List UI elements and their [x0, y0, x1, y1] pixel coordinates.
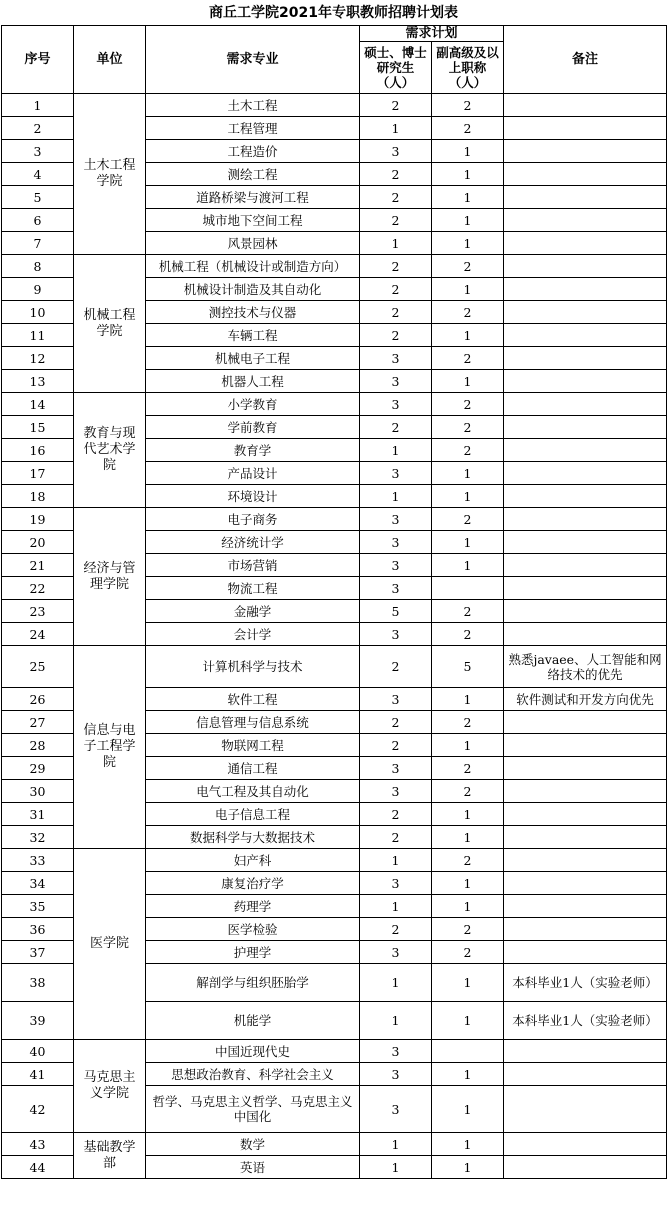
cell-phd-count: 3 — [360, 872, 432, 895]
cell-senior-count: 2 — [432, 301, 504, 324]
cell-major: 英语 — [146, 1156, 360, 1179]
cell-note — [504, 711, 667, 734]
cell-senior-count: 1 — [432, 485, 504, 508]
header-senior: 副高级及以上职称（人） — [432, 42, 504, 94]
cell-phd-count: 5 — [360, 600, 432, 623]
cell-note: 软件测试和开发方向优先 — [504, 688, 667, 711]
cell-unit: 基础教学部 — [74, 1133, 146, 1179]
cell-phd-count: 3 — [360, 577, 432, 600]
cell-seq: 33 — [2, 849, 74, 872]
cell-major: 机械电子工程 — [146, 347, 360, 370]
cell-seq: 36 — [2, 918, 74, 941]
cell-note — [504, 941, 667, 964]
cell-senior-count: 2 — [432, 393, 504, 416]
cell-major: 市场营销 — [146, 554, 360, 577]
cell-major: 康复治疗学 — [146, 872, 360, 895]
cell-note — [504, 324, 667, 347]
cell-note — [504, 186, 667, 209]
cell-senior-count: 1 — [432, 370, 504, 393]
cell-note — [504, 600, 667, 623]
cell-major: 电子商务 — [146, 508, 360, 531]
cell-major: 经济统计学 — [146, 531, 360, 554]
cell-note: 本科毕业1人（实验老师） — [504, 1002, 667, 1040]
recruitment-table — [1, 25, 667, 1179]
cell-major: 机能学 — [146, 1002, 360, 1040]
cell-senior-count: 1 — [432, 803, 504, 826]
cell-phd-count: 1 — [360, 232, 432, 255]
cell-senior-count: 1 — [432, 872, 504, 895]
cell-note — [504, 1086, 667, 1133]
cell-phd-count: 2 — [360, 324, 432, 347]
cell-phd-count: 2 — [360, 163, 432, 186]
cell-note — [504, 895, 667, 918]
cell-major: 物流工程 — [146, 577, 360, 600]
cell-note — [504, 485, 667, 508]
cell-phd-count: 3 — [360, 393, 432, 416]
cell-seq: 42 — [2, 1086, 74, 1133]
table-row — [2, 94, 667, 117]
cell-senior-count: 1 — [432, 140, 504, 163]
cell-phd-count: 1 — [360, 895, 432, 918]
cell-senior-count: 2 — [432, 255, 504, 278]
cell-phd-count: 3 — [360, 347, 432, 370]
cell-senior-count: 1 — [432, 964, 504, 1002]
cell-major: 机械设计制造及其自动化 — [146, 278, 360, 301]
cell-note — [504, 301, 667, 324]
cell-seq: 11 — [2, 324, 74, 347]
cell-note — [504, 140, 667, 163]
cell-phd-count: 2 — [360, 301, 432, 324]
cell-phd-count: 2 — [360, 918, 432, 941]
cell-senior-count: 1 — [432, 734, 504, 757]
cell-seq: 15 — [2, 416, 74, 439]
cell-major: 中国近现代史 — [146, 1040, 360, 1063]
cell-senior-count: 1 — [432, 462, 504, 485]
cell-senior-count: 1 — [432, 1156, 504, 1179]
cell-seq: 35 — [2, 895, 74, 918]
cell-senior-count: 2 — [432, 600, 504, 623]
cell-major: 金融学 — [146, 600, 360, 623]
cell-seq: 26 — [2, 688, 74, 711]
cell-senior-count: 2 — [432, 849, 504, 872]
cell-major: 学前教育 — [146, 416, 360, 439]
cell-senior-count: 1 — [432, 1002, 504, 1040]
cell-unit: 信息与电子工程学院 — [74, 646, 146, 849]
cell-seq: 19 — [2, 508, 74, 531]
cell-major: 物联网工程 — [146, 734, 360, 757]
cell-phd-count: 1 — [360, 1002, 432, 1040]
cell-major: 数据科学与大数据技术 — [146, 826, 360, 849]
cell-note — [504, 554, 667, 577]
cell-note — [504, 462, 667, 485]
cell-note — [504, 780, 667, 803]
cell-seq: 4 — [2, 163, 74, 186]
cell-seq: 17 — [2, 462, 74, 485]
cell-seq: 18 — [2, 485, 74, 508]
cell-major: 风景园林 — [146, 232, 360, 255]
cell-note — [504, 508, 667, 531]
cell-phd-count: 2 — [360, 734, 432, 757]
cell-senior-count: 1 — [432, 895, 504, 918]
cell-senior-count: 2 — [432, 94, 504, 117]
table-row — [2, 1040, 667, 1063]
cell-seq: 29 — [2, 757, 74, 780]
cell-seq: 2 — [2, 117, 74, 140]
cell-note — [504, 163, 667, 186]
cell-senior-count — [432, 577, 504, 600]
cell-seq: 20 — [2, 531, 74, 554]
cell-seq: 27 — [2, 711, 74, 734]
cell-major: 思想政治教育、科学社会主义 — [146, 1063, 360, 1086]
cell-senior-count: 2 — [432, 439, 504, 462]
cell-seq: 32 — [2, 826, 74, 849]
table-row — [2, 508, 667, 531]
cell-major: 哲学、马克思主义哲学、马克思主义中国化 — [146, 1086, 360, 1133]
cell-phd-count: 3 — [360, 554, 432, 577]
cell-major: 机械工程（机械设计或制造方向） — [146, 255, 360, 278]
header-seq: 序号 — [2, 26, 74, 94]
cell-seq: 38 — [2, 964, 74, 1002]
cell-seq: 7 — [2, 232, 74, 255]
cell-seq: 23 — [2, 600, 74, 623]
cell-phd-count: 3 — [360, 780, 432, 803]
cell-phd-count: 3 — [360, 508, 432, 531]
table-row — [2, 646, 667, 688]
cell-note — [504, 117, 667, 140]
cell-major: 电子信息工程 — [146, 803, 360, 826]
cell-phd-count: 3 — [360, 1040, 432, 1063]
cell-major: 城市地下空间工程 — [146, 209, 360, 232]
cell-note — [504, 278, 667, 301]
cell-unit: 机械工程学院 — [74, 255, 146, 393]
cell-note — [504, 1156, 667, 1179]
cell-phd-count: 2 — [360, 646, 432, 688]
cell-note — [504, 803, 667, 826]
cell-major: 信息管理与信息系统 — [146, 711, 360, 734]
cell-senior-count: 2 — [432, 757, 504, 780]
cell-major: 环境设计 — [146, 485, 360, 508]
cell-seq: 13 — [2, 370, 74, 393]
cell-major: 工程造价 — [146, 140, 360, 163]
cell-unit: 医学院 — [74, 849, 146, 1040]
cell-major: 测控技术与仪器 — [146, 301, 360, 324]
cell-phd-count: 2 — [360, 826, 432, 849]
cell-senior-count: 2 — [432, 918, 504, 941]
cell-senior-count: 1 — [432, 278, 504, 301]
cell-major: 土木工程 — [146, 94, 360, 117]
cell-major: 产品设计 — [146, 462, 360, 485]
cell-senior-count — [432, 1040, 504, 1063]
table-row — [2, 393, 667, 416]
cell-seq: 9 — [2, 278, 74, 301]
cell-phd-count: 3 — [360, 941, 432, 964]
cell-major: 药理学 — [146, 895, 360, 918]
cell-phd-count: 3 — [360, 370, 432, 393]
cell-senior-count: 2 — [432, 117, 504, 140]
cell-phd-count: 1 — [360, 117, 432, 140]
cell-seq: 43 — [2, 1133, 74, 1156]
cell-senior-count: 1 — [432, 186, 504, 209]
cell-phd-count: 2 — [360, 209, 432, 232]
cell-seq: 1 — [2, 94, 74, 117]
cell-unit: 经济与管理学院 — [74, 508, 146, 646]
cell-senior-count: 2 — [432, 347, 504, 370]
cell-phd-count: 3 — [360, 531, 432, 554]
cell-note — [504, 872, 667, 895]
cell-seq: 37 — [2, 941, 74, 964]
cell-seq: 39 — [2, 1002, 74, 1040]
cell-senior-count: 1 — [432, 554, 504, 577]
cell-phd-count: 2 — [360, 186, 432, 209]
cell-senior-count: 1 — [432, 688, 504, 711]
cell-note — [504, 439, 667, 462]
header-unit: 单位 — [74, 26, 146, 94]
cell-seq: 40 — [2, 1040, 74, 1063]
table-header — [2, 26, 667, 94]
cell-major: 妇产科 — [146, 849, 360, 872]
cell-note — [504, 577, 667, 600]
cell-major: 道路桥梁与渡河工程 — [146, 186, 360, 209]
cell-major: 解剖学与组织胚胎学 — [146, 964, 360, 1002]
cell-phd-count: 3 — [360, 462, 432, 485]
cell-seq: 30 — [2, 780, 74, 803]
cell-senior-count: 2 — [432, 780, 504, 803]
header-phd: 硕士、博士研究生（人） — [360, 42, 432, 94]
cell-phd-count: 1 — [360, 485, 432, 508]
cell-seq: 31 — [2, 803, 74, 826]
cell-note — [504, 232, 667, 255]
cell-seq: 8 — [2, 255, 74, 278]
cell-phd-count: 1 — [360, 964, 432, 1002]
table-row — [2, 1133, 667, 1156]
header-major: 需求专业 — [146, 26, 360, 94]
cell-note — [504, 255, 667, 278]
cell-note — [504, 94, 667, 117]
cell-phd-count: 3 — [360, 140, 432, 163]
cell-seq: 25 — [2, 646, 74, 688]
table-body — [2, 94, 667, 1179]
cell-senior-count: 2 — [432, 508, 504, 531]
cell-seq: 24 — [2, 623, 74, 646]
cell-note — [504, 347, 667, 370]
cell-major: 数学 — [146, 1133, 360, 1156]
cell-seq: 22 — [2, 577, 74, 600]
cell-phd-count: 1 — [360, 439, 432, 462]
cell-note — [504, 531, 667, 554]
cell-seq: 44 — [2, 1156, 74, 1179]
cell-phd-count: 3 — [360, 757, 432, 780]
cell-note — [504, 734, 667, 757]
cell-senior-count: 1 — [432, 1063, 504, 1086]
cell-note — [504, 416, 667, 439]
cell-seq: 5 — [2, 186, 74, 209]
cell-major: 通信工程 — [146, 757, 360, 780]
cell-seq: 12 — [2, 347, 74, 370]
header-plan: 需求计划 — [360, 26, 504, 42]
cell-seq: 6 — [2, 209, 74, 232]
cell-phd-count: 2 — [360, 416, 432, 439]
cell-major: 测绘工程 — [146, 163, 360, 186]
cell-major: 软件工程 — [146, 688, 360, 711]
cell-phd-count: 2 — [360, 94, 432, 117]
cell-unit: 教育与现代艺术学院 — [74, 393, 146, 508]
cell-phd-count: 2 — [360, 711, 432, 734]
cell-note — [504, 757, 667, 780]
cell-note — [504, 918, 667, 941]
cell-seq: 21 — [2, 554, 74, 577]
cell-note — [504, 370, 667, 393]
cell-senior-count: 1 — [432, 209, 504, 232]
cell-major: 电气工程及其自动化 — [146, 780, 360, 803]
cell-phd-count: 3 — [360, 688, 432, 711]
cell-phd-count: 3 — [360, 623, 432, 646]
cell-phd-count: 2 — [360, 255, 432, 278]
cell-unit: 土木工程学院 — [74, 94, 146, 255]
cell-senior-count: 5 — [432, 646, 504, 688]
cell-phd-count: 2 — [360, 278, 432, 301]
cell-seq: 14 — [2, 393, 74, 416]
table-row — [2, 255, 667, 278]
cell-senior-count: 2 — [432, 623, 504, 646]
cell-major: 护理学 — [146, 941, 360, 964]
cell-phd-count: 3 — [360, 1086, 432, 1133]
cell-major: 计算机科学与技术 — [146, 646, 360, 688]
table-row — [2, 849, 667, 872]
cell-major: 教育学 — [146, 439, 360, 462]
cell-note — [504, 1133, 667, 1156]
cell-phd-count: 3 — [360, 1063, 432, 1086]
cell-seq: 34 — [2, 872, 74, 895]
cell-note — [504, 826, 667, 849]
cell-major: 医学检验 — [146, 918, 360, 941]
cell-seq: 10 — [2, 301, 74, 324]
cell-note: 本科毕业1人（实验老师） — [504, 964, 667, 1002]
cell-senior-count: 1 — [432, 531, 504, 554]
cell-phd-count: 1 — [360, 849, 432, 872]
cell-note — [504, 209, 667, 232]
cell-phd-count: 1 — [360, 1133, 432, 1156]
cell-senior-count: 2 — [432, 416, 504, 439]
cell-senior-count: 2 — [432, 941, 504, 964]
cell-major: 工程管理 — [146, 117, 360, 140]
cell-major: 机器人工程 — [146, 370, 360, 393]
cell-major: 车辆工程 — [146, 324, 360, 347]
cell-phd-count: 1 — [360, 1156, 432, 1179]
cell-unit: 马克思主义学院 — [74, 1040, 146, 1133]
cell-phd-count: 2 — [360, 803, 432, 826]
cell-seq: 3 — [2, 140, 74, 163]
cell-senior-count: 1 — [432, 1086, 504, 1133]
cell-senior-count: 1 — [432, 232, 504, 255]
cell-senior-count: 1 — [432, 324, 504, 347]
cell-senior-count: 1 — [432, 826, 504, 849]
cell-note — [504, 849, 667, 872]
cell-note — [504, 623, 667, 646]
cell-major: 会计学 — [146, 623, 360, 646]
document-title: 商丘工学院2021年专职教师招聘计划表 — [209, 5, 458, 21]
cell-senior-count: 1 — [432, 1133, 504, 1156]
cell-note — [504, 1040, 667, 1063]
cell-senior-count: 2 — [432, 711, 504, 734]
header-note: 备注 — [504, 26, 667, 94]
cell-senior-count: 1 — [432, 163, 504, 186]
cell-note — [504, 1063, 667, 1086]
cell-note — [504, 393, 667, 416]
cell-note: 熟悉javaee、人工智能和网络技术的优先 — [504, 646, 667, 688]
cell-seq: 16 — [2, 439, 74, 462]
cell-major: 小学教育 — [146, 393, 360, 416]
cell-seq: 28 — [2, 734, 74, 757]
cell-seq: 41 — [2, 1063, 74, 1086]
